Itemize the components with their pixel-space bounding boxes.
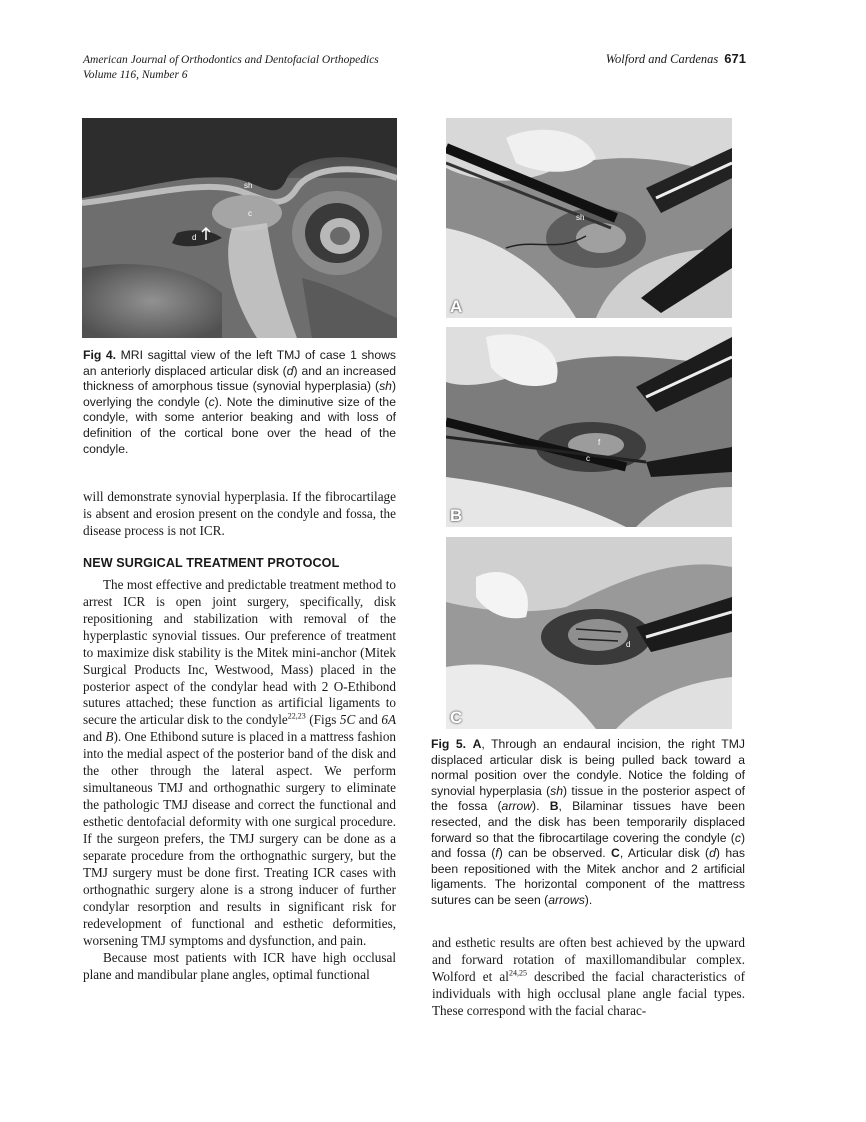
- fig5-panel-label-a: A: [450, 297, 463, 316]
- fig5-caption-text: ).: [584, 892, 593, 907]
- fig4-label-sh: sh: [244, 181, 253, 190]
- fig5-caption-text: ) tissue in the posterior aspect of the fossa (: [431, 783, 745, 814]
- fig4-caption-c: c: [208, 394, 215, 409]
- fig5-panel-a: [446, 118, 732, 318]
- fig4-caption-label: Fig 4.: [83, 348, 117, 362]
- fig5-caption-text: ).: [532, 799, 550, 814]
- fig5c-surgical-photo: [446, 537, 732, 729]
- fig4-caption-d: d: [286, 363, 294, 378]
- fig5-caption-d: d: [709, 846, 716, 861]
- fig4-caption: [83, 348, 396, 457]
- fig5-caption-text: ) can be observed.: [498, 846, 612, 861]
- citation-superscript: 22,23: [287, 712, 306, 722]
- fig5-caption-sh: sh: [550, 783, 564, 798]
- fig5-caption-part-b: B: [549, 799, 559, 814]
- header-authors: Wolford and Cardenas: [605, 52, 719, 66]
- fig5-panel-b: [446, 327, 732, 527]
- fig4-caption-sh: sh: [379, 379, 392, 394]
- body-text: and: [355, 712, 382, 728]
- fig4-label-d: d: [192, 233, 197, 242]
- fig5-caption-text: , Through an endaural incision, the right TMJ displaced articular disk is being pulled back toward a normal position over the condyle. Notice the folding of synovial hyperplasia (: [431, 737, 745, 798]
- fig4-mri-image: [82, 118, 397, 338]
- fig5-caption-part-c: C: [611, 846, 620, 861]
- body-text: The most effective and predictable treatment method to arrest ICR is open joint surgery, specifically, disk repositioning and stabilization with removal of the hyperplastic synovial tissues. Our preference of treatment to maximize disk stability is the Mitek mini-anchor (Mitek Surgical Products Inc, Westwood, Mass) placed in the posterior aspect of the condylar head with 2 O-Ethibond sutures attached; these function as artificial ligaments to secure the articular disk to the condyle: [83, 576, 396, 728]
- body-text: and esthetic results are often best achieved by the upward and forward rotation of maxillomandibular complex. Wolford et al: [432, 935, 745, 984]
- body-paragraph: will demonstrate synovial hyperplasia. If the fibrocartilage is absent and erosion present on the condyle and fossa, the disease process is not ICR.: [83, 489, 396, 538]
- fig4-mri-graphic: [82, 118, 397, 338]
- fig5-panel-c: [446, 537, 732, 729]
- page-number: 671: [724, 51, 746, 66]
- fig5-caption-label: Fig 5.: [431, 737, 466, 751]
- figure-reference: 5C: [339, 712, 356, 728]
- fig5-panel-label-b: B: [450, 506, 463, 525]
- running-header-left: [83, 53, 379, 83]
- fig4-label-c: c: [248, 209, 252, 218]
- fig5-caption-f: f: [495, 846, 499, 861]
- fig5-caption-text: , Articular disk (: [619, 846, 710, 861]
- fig5a-label-sh: sh: [576, 213, 585, 222]
- fig5-caption-c: c: [734, 830, 741, 845]
- right-column-text: [432, 935, 745, 1020]
- body-text: ). One Ethibond suture is placed in a mattress fashion into the medial aspect of the posterior band of the disk and the other through the lateral aspect. We perform simultaneous TMJ and orthognathic surgery to eliminate the pathologic TMJ disease and correct the functional and esthetic dentofacial deformity with one surgical procedure. If the surgeon prefers, the TMJ surgery can be done as a separate procedure from the orthognathic surgery, but the TMJ surgery must be done first. Treating ICR cases with orthognathic surgery alone is a strong inducer of further condylar resorption and results in significant risk for redevelopment of functional and esthetic deformities, worsening TMJ symptoms and dysfunction, and pain.: [83, 729, 397, 948]
- section-heading: NEW SURGICAL TREATMENT PROTOCOL: [83, 555, 340, 570]
- fig5-caption-arrows: arrows: [548, 892, 585, 907]
- fig5-caption: [431, 737, 745, 909]
- journal-title: American Journal of Orthodontics and Dentofacial Orthopedics: [83, 54, 379, 66]
- fig5-caption-text: ) has been repositioned with the Mitek anchor and 2 artificial ligaments. The horizontal component of the mattress sutures can be seen (: [431, 846, 745, 907]
- fig4-caption-text: ) overlying the condyle (: [83, 379, 396, 409]
- running-header-right: [520, 51, 746, 67]
- body-text: and: [83, 729, 106, 745]
- fig5-caption-text: ) and fossa (: [431, 830, 745, 861]
- fig5-panel-label-c: C: [450, 708, 463, 727]
- fig5-caption-part-a: A: [472, 737, 482, 751]
- fig5b-surgical-photo: [446, 327, 732, 527]
- volume-number: Volume 116, Number 6: [83, 69, 188, 81]
- fig5-caption-arrow: arrow: [501, 799, 533, 814]
- fig5b-label-c: c: [586, 454, 590, 463]
- fig4-caption-text: ). Note the diminutive size of the condyle, with some anterior beaking and with loss of definition of the cortical bone over the head of the condyle.: [83, 394, 396, 456]
- fig4-caption-text: ) and an increased thickness of amorphous tissue (synovial hyperplasia) (: [83, 363, 396, 394]
- fig5c-label-d: d: [626, 640, 631, 649]
- fig5-caption-text: , Bilaminar tissues have been resected, and the disk has been temporarily displaced forward so that the fibrocartilage covering the condyle (: [431, 799, 745, 845]
- body-paragraph: [432, 935, 745, 1020]
- fig5a-surgical-photo: [446, 118, 732, 318]
- body-text: (Figs: [305, 712, 340, 728]
- body-paragraph: [83, 577, 396, 950]
- figure-reference: B: [105, 729, 114, 745]
- body-paragraph: Because most patients with ICR have high occlusal plane and mandibular plane angles, optimal functional: [83, 949, 396, 982]
- body-text: described the facial characteristics of individuals with high occlusal plane angle facial types. These correspond with the facial charac-: [432, 968, 745, 1018]
- fig4-caption-text: MRI sagittal view of the left TMJ of case 1 shows an anteriorly displaced articular disk (: [83, 348, 397, 378]
- figure-reference: 6A: [381, 712, 396, 728]
- left-column-text: [83, 489, 396, 984]
- citation-superscript: 24,25: [508, 968, 527, 978]
- fig5b-label-f: f: [598, 438, 601, 447]
